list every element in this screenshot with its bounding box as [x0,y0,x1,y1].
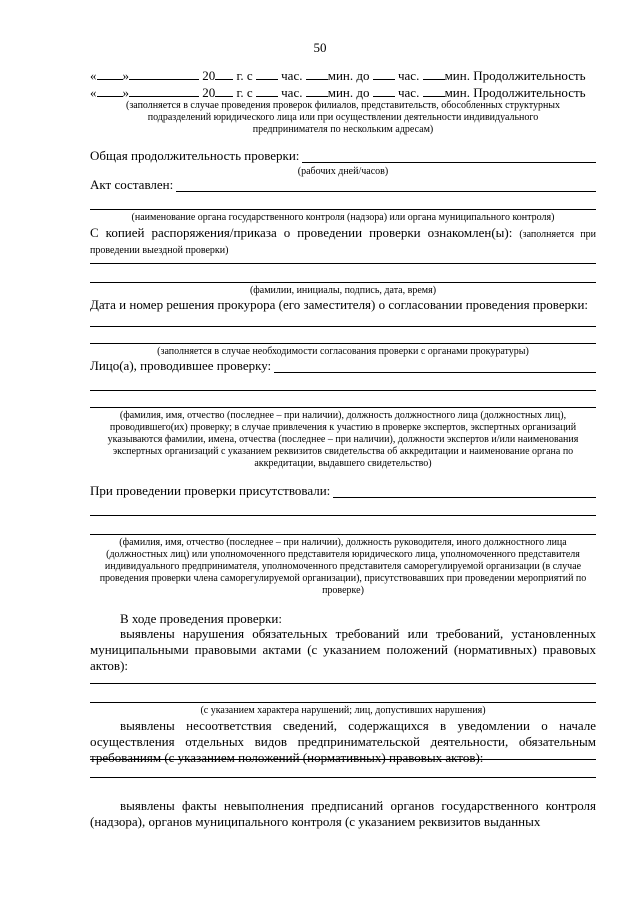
hour-blank[interactable] [373,67,395,80]
inspector-label: Лицо(а), проводившее проверку: [90,358,274,373]
month-blank[interactable] [129,84,199,97]
copy-line-1[interactable] [90,263,596,264]
min-blank[interactable] [423,84,445,97]
present-line-3[interactable] [90,534,596,535]
note-days: (рабочих дней/часов) [297,166,389,177]
inspector-line-3[interactable] [90,407,596,408]
violations-line-2[interactable] [90,702,596,703]
year-blank[interactable] [215,67,233,80]
prosecutor-label: Дата и номер решения прокурора (его заместителя) о согласовании проведения проверки: [90,297,589,312]
prescriptions-paragraph: выявлены факты невыполнения предписаний органов государственного контроля (надзора), органов муниципального контроля (с указанием реквизитов выданных [90,798,596,829]
day-blank[interactable] [97,67,123,80]
min-blank[interactable] [306,67,328,80]
hour-blank[interactable] [256,67,278,80]
note-prosecutor: (заполняется в случае необходимости согласования проверки с органами прокуратуры) [157,346,529,357]
page-number: 50 [313,40,327,55]
time-row-2: « » 20 г. с час. мин. до час. мин. Продолжительность [90,85,586,100]
violations-line-1[interactable] [90,683,596,684]
note-violations: (с указанием характера нарушений; лиц, допустивших нарушения) [200,705,486,716]
copy-line-2[interactable] [90,282,596,283]
note-present: (фамилия, имя, отчество (последнее – при наличии), должность руководителя, иного должностного лица (должностных лиц) или уполномоченного представителя юридического лица, уполномоченного представителя индивидуального предпринимателя, уполномоченного представителя саморегулируемой организации (в случае проведения проверки члена саморегулируемой организации), присутствовавших при проведении мероприятий по проверке) [99,537,587,596]
hour-blank[interactable] [373,84,395,97]
present-line-2[interactable] [90,515,596,516]
inconsistency-line-1[interactable] [90,759,596,760]
inspector-line-2[interactable] [90,390,596,391]
act-line-2[interactable] [90,209,596,210]
during-label: В ходе проведения проверки: [120,611,283,626]
note-inspector: (фамилия, имя, отчество (последнее – при наличии), должность должностного лица (должностных лиц), проводившего(их) проверку; в случае привлечения к участию в проверке экспертов, экспертных организаций указываются фамилии, имена, отчества (последнее – при наличии), должности экспертов и/или наименования экспертных организаций с указанием реквизитов свидетельства об аккредитации и наименование органа по аккредитации, выдавшего свидетельство) [107,410,579,469]
time-row-1: « » 20 г. с час. мин. до час. мин. Продолжительность [90,68,586,83]
hour-blank[interactable] [256,84,278,97]
day-blank[interactable] [97,84,123,97]
act-label: Акт составлен: [90,177,176,192]
prosecutor-line-2[interactable] [90,343,596,344]
violations-paragraph: выявлены нарушения обязательных требований или требований, установленных муниципальными правовыми актами (с указанием положений (нормативных) правовых актов): [90,626,596,673]
note-signature: (фамилии, инициалы, подпись, дата, время) [249,285,437,296]
min-blank[interactable] [423,67,445,80]
prosecutor-line-1[interactable] [90,326,596,327]
total-duration-label: Общая продолжительность проверки: [90,148,302,163]
inconsistency-paragraph: выявлены несоответствия сведений, содержащихся в уведомлении о начале осуществления отдельных видов предпринимательской деятельности, обязательным требованиям (с указанием положений (нормативных) правовых актов): [90,718,596,765]
note-authority: (наименование органа государственного контроля (надзора) или органа муниципального контроля) [131,212,555,223]
note-branches: (заполняется в случае проведения проверок филиалов, представительств, обособленных структурных подразделений юридического лица или при осуществлении деятельности индивидуального предпринимателя по нескольким адресам) [125,100,561,135]
copy-paragraph: С копией распоряжения/приказа о проведении проверки ознакомлен(ы): (заполняется при проведении выездной проверки) [90,225,597,256]
present-label: При проведении проверки присутствовали: [90,483,333,498]
inconsistency-line-2[interactable] [90,777,596,778]
month-blank[interactable] [129,67,199,80]
year-blank[interactable] [215,84,233,97]
min-blank[interactable] [306,84,328,97]
